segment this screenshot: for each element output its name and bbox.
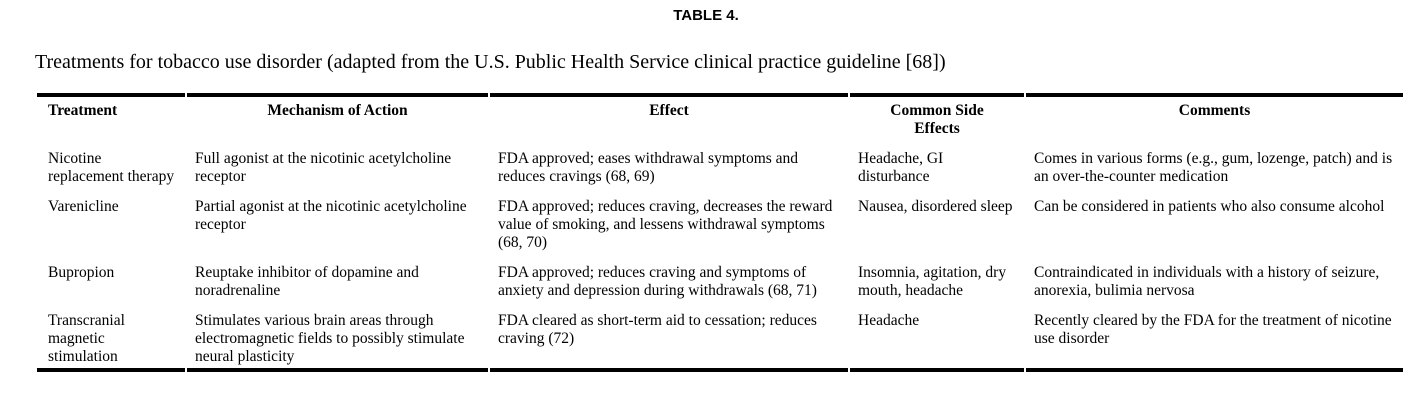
table-row-transcranial-magnetic-stimulation: [37, 312, 1403, 372]
column-header-treatment: [37, 93, 185, 150]
cell-effect: FDA approved; eases withdrawal symptoms and reduces cravings (68, 69): [498, 150, 799, 185]
column-header-mechanism: [187, 93, 488, 150]
cell-mechanism: Partial agonist at the nicotinic acetylcholine receptor: [195, 198, 467, 233]
column-header-treatment-label: Treatment: [48, 102, 118, 119]
column-header-side-effects: [850, 93, 1024, 150]
cell-side-effects: Insomnia, agitation, dry mouth, headache: [858, 264, 1007, 299]
cell-treatment: Varenicline: [48, 198, 119, 215]
cell-effect: FDA cleared as short-term aid to cessation; reduces craving (72): [490, 312, 848, 372]
cell-treatment: Bupropion: [48, 264, 115, 281]
cell-mechanism: Stimulates various brain areas through electromagnetic fields to possibly stimulate neural plasticity: [187, 312, 488, 372]
cell-treatment: Nicotine replacement therapy: [48, 150, 175, 185]
cell-comments: Comes in various forms (e.g., gum, lozenge, patch) and is an over-the-counter medication: [1034, 150, 1393, 185]
cell-effect: FDA approved; reduces craving, decreases the reward value of smoking, and lessens withdrawal symptoms (68, 70): [498, 198, 833, 251]
table-caption: Treatments for tobacco use disorder (adapted from the U.S. Public Health Service clinical practice guideline [68]): [35, 51, 946, 73]
cell-effect: FDA approved; reduces craving and symptoms of anxiety and depression during withdrawals (68, 71): [498, 264, 817, 299]
cell-side-effects: Nausea, disordered sleep: [858, 198, 1013, 215]
cell-side-effects: Headache, GI disturbance: [858, 150, 944, 185]
header-row: [37, 93, 1403, 150]
table-row-varenicline: [37, 198, 1403, 264]
column-header-side-effects-label: Common Side Effects: [890, 102, 984, 137]
cell-side-effects: Headache: [850, 312, 1024, 372]
column-header-comments-label: Comments: [1178, 102, 1251, 119]
column-header-comments: [1026, 93, 1403, 150]
table-row-bupropion: [37, 264, 1403, 312]
table-row-nicotine-replacement: [37, 150, 1403, 198]
cell-treatment: Transcranial magnetic stimulation: [37, 312, 185, 372]
cell-comments: Contraindicated in individuals with a history of seizure, anorexia, bulimia nervosa: [1034, 264, 1380, 299]
column-header-effect: [490, 93, 848, 150]
cell-mechanism: Full agonist at the nicotinic acetylcholine receptor: [195, 150, 452, 185]
column-header-effect-label: Effect: [649, 102, 689, 119]
cell-comments: Recently cleared by the FDA for the treatment of nicotine use disorder: [1026, 312, 1403, 372]
column-header-mechanism-label: Mechanism of Action: [267, 102, 408, 119]
cell-mechanism: Reuptake inhibitor of dopamine and noradrenaline: [195, 264, 419, 299]
treatments-table: [35, 93, 1405, 372]
table-number-label: TABLE 4.: [673, 7, 739, 24]
cell-comments: Can be considered in patients who also consume alcohol: [1034, 198, 1385, 215]
